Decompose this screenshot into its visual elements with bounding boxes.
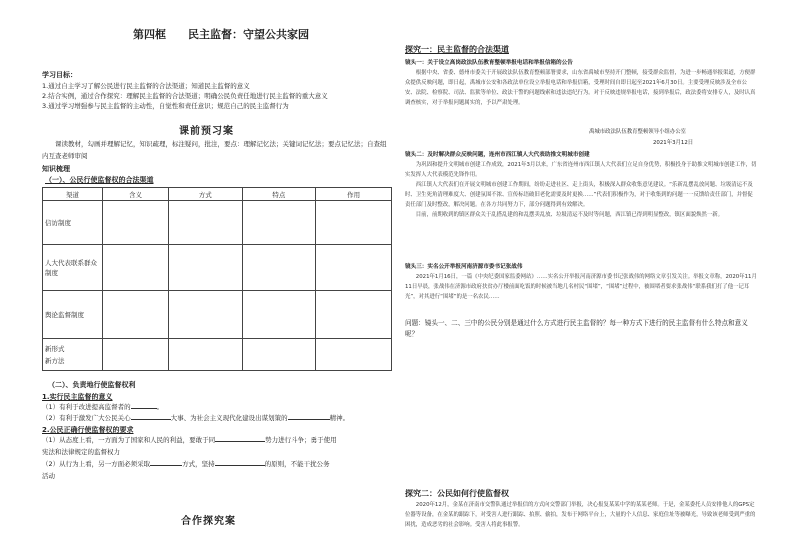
header-meaning: 含义 <box>103 188 169 201</box>
item3-text-b: 势力进行斗争；勇于使用 <box>265 436 337 444</box>
line-item-2 <box>42 414 349 424</box>
header-feature: 特点 <box>242 188 316 201</box>
item4-text-a: （2）从行为上看，另一方面必须采取 <box>42 460 151 468</box>
case1-sign: 禹城市政法队伍教育整顿领导小组办公室 <box>589 129 687 135</box>
line-item-1: （1）有利于改进提高监督者的 。 <box>42 403 164 411</box>
case3-label: 镜头三： <box>405 264 428 270</box>
table-cell[interactable] <box>103 291 169 339</box>
table-cell[interactable] <box>242 245 316 291</box>
case2-title: 及时解决群众反映问题，连州市西江镇人大代表助推文明城市创建 <box>427 152 590 158</box>
table-row <box>43 245 392 291</box>
item4-text-c: 的原则，不能干扰公务 <box>264 460 330 468</box>
line-item-3-cont: 宪法和法律规定的监督权力 <box>42 448 120 456</box>
table-cell[interactable] <box>103 245 169 291</box>
table-row <box>43 339 392 371</box>
section1-heading: （一）、公民行使监督权的合法渠道 <box>45 176 154 184</box>
case2-body: 为巩固和提升文明城市创建工作成效，2021年3月以来，广东省连州市西江镇人大代表们立足自身优势，积极投身于助推文明城市创建工作，切实发挥人大代表模范先锋作用。 西江镇人大代表们在开展文明城市创建工作期间，纷纷走进社区、走上街头，积极深入群众收集意见建议。“乐新乱摆乱放问题、垃圾清运不及时、卫生死角清理难度大、创建氛围不浓、宣传标语破旧老化需要及时更换……”代表们积极作为，对于收集到的问题一一反馈给责任部门，并督促责任部门及时整改，解决问题。在各方共同努力下，部分问题得到有效解决。 目前，前期收到的镇区群众关于乱搭乱建的和乱摆卖乱放、垃圾清运不及时等问题，西江镇已得到明显整改，镇区面貌焕然一新。 <box>405 162 757 219</box>
table-cell[interactable] <box>316 201 392 245</box>
header-function: 作用 <box>316 188 392 201</box>
table-cell[interactable] <box>316 245 392 291</box>
table-cell[interactable] <box>103 201 169 245</box>
goal-2: 2.结合实例，通过合作探究：理解民主监督的合法渠道；明确公民负责任地进行民主监督的重大意义 <box>42 92 328 100</box>
row-label-new: 新形式 新方法 <box>43 339 103 371</box>
table-cell[interactable] <box>242 339 316 371</box>
table-cell[interactable] <box>242 291 316 339</box>
fill-blank[interactable] <box>131 408 157 409</box>
table-cell[interactable] <box>168 339 242 371</box>
table-row <box>43 201 392 245</box>
fill-blank[interactable] <box>215 441 265 442</box>
explore2-heading: 探究二：公民如何行使监督权 <box>405 489 509 498</box>
table-header-row <box>43 188 392 201</box>
right-column <box>397 0 794 560</box>
case3-title: 实名公开举报河南济源市委书记张战伟 <box>427 264 523 270</box>
item2-text-b: 大事、为社会主义现代化建设出谋划策的 <box>170 414 288 422</box>
case2-header <box>405 150 590 158</box>
sub-heading-1: 1.实行民主监督的意义 <box>42 393 113 401</box>
fill-blank[interactable] <box>150 465 182 466</box>
explore1-heading: 探究一：民主监督的合法渠道 <box>405 45 509 54</box>
question-text: 问题：镜头一、二、三中的公民分别是通过什么方式进行民主监督的？每一种方式下进行的民主监督有什么特点和意义呢？ <box>405 319 748 338</box>
case1-body: 根据中央、省委、德州市委关于开展政法队伍教育整顿部署要求，山东省禹城市坚持开门整顿，接受群众监督，为进一步畅通举报渠道，方便群众提供反映问题，即日起，禹城市公安和各政法单位设立举报电话和举报信箱，受理时间自即日起至2021年6月30日。主要受理反映涉及全市公安、法院、检察院、司法、监狱等单位、政法干警的问题线索和违法违纪行为。对于反映违规举报电话，接到举报后，政法委将安排专人，及时认真调查核实，对于举报问题属实的，予以严肃处理。 <box>405 70 756 107</box>
coop-heading: 合作探究案 <box>181 516 236 527</box>
case1-header <box>405 58 573 66</box>
explore2-body: 2020年12月，金某在济南市交警队通过举报信的方式向交警部门举报，决心报复某某中学的某某老师。于是，金某委托人员安排他人的GPS定位器等设备，在金某的跟踪下，对受害人进行跟踪、拍照、偷拍，发布于网络平台上，大量的个人信息、家庭住址等被曝光，导致该老师受到严重的困扰，造成恶劣的社会影响。受害人将此事报警。 <box>405 502 756 529</box>
channels-table <box>42 187 392 371</box>
preview-heading: 课前预习案 <box>179 126 234 137</box>
case3-header <box>405 262 523 270</box>
preview-text-1: 课读教材，勾画并理解记忆，知识疏理，标注疑问，批注，要点：理解记忆法；关键词记忆法；要点记忆法；自查组 <box>42 140 387 148</box>
goal-1: 1.通过自主学习了解公民进行民主监督的合法渠道；知道民主监督的意义 <box>42 82 250 90</box>
item3-text-a: （1）从态度上看，一方面为了国家和人民的利益，要敢于同 <box>42 436 216 444</box>
table-cell[interactable] <box>242 201 316 245</box>
page-title: 第四框 民主监督：守望公共家园 <box>133 28 309 41</box>
section2-heading: （二）、负责地行使监督权利 <box>48 381 136 389</box>
table-cell[interactable] <box>168 201 242 245</box>
case1-label: 镜头一： <box>405 60 428 66</box>
case1-date: 2021年3月12日 <box>653 140 694 146</box>
case3-body: 2021年1月16日，一篇《中央纪委国家监委网站》……实名公开举报河南济源市委书记张战伟的网络文章引发关注。举报文章称，2020年11月11日早晨，张战伟在济源市政府扶贫办厅楼前面吃饭的时候被当地几名村民“围堵”，“围堵”过程中，被围堵者要求张战伟“联系我们打了他一记耳光”，对其进行“围堵”的是一名农民…… <box>405 274 757 301</box>
header-channel: 渠道 <box>43 188 103 201</box>
line-item-3 <box>42 436 337 446</box>
case2-label: 镜头二： <box>405 152 428 158</box>
row-label-petition: 信访制度 <box>43 201 103 245</box>
fill-blank[interactable] <box>131 419 171 420</box>
fill-blank[interactable] <box>215 465 265 466</box>
table-cell[interactable] <box>103 339 169 371</box>
table-cell[interactable] <box>316 291 392 339</box>
preview-text-2: 内互查老师审阅 <box>42 152 88 160</box>
table-cell[interactable] <box>316 339 392 371</box>
knowledge-heading: 知识梳理 <box>42 165 70 173</box>
goals-heading: 学习目标： <box>42 71 77 79</box>
table-row <box>43 291 392 339</box>
table-cell[interactable] <box>168 291 242 339</box>
item4-text-b: 方式，坚持 <box>182 460 215 468</box>
line-item-4 <box>42 460 330 470</box>
header-method: 方式 <box>168 188 242 201</box>
sub-heading-2: 2.公民正确行使监督权的要求 <box>42 426 134 434</box>
case1-title: 关于设立高岗政法队伍教育整顿举报电话和举报信箱的公告 <box>427 60 573 66</box>
fill-blank[interactable] <box>288 419 330 420</box>
row-label-media: 舆论监督制度 <box>43 291 103 339</box>
item2-text-c: 精神。 <box>329 414 350 422</box>
item1-text: （1）有利于改进提高监督者的 <box>42 403 131 411</box>
goal-3: 3.通过学习增强参与民主监督的主动性，自觉性和责任意识；规范自己的民主监督行为 <box>42 102 289 110</box>
item2-text-a: （2）有利于激发广大公民关心 <box>42 414 131 422</box>
line-item-4-cont: 活动 <box>42 472 55 480</box>
row-label-npc: 人大代表联系群众制度 <box>43 245 103 291</box>
table-cell[interactable] <box>168 245 242 291</box>
